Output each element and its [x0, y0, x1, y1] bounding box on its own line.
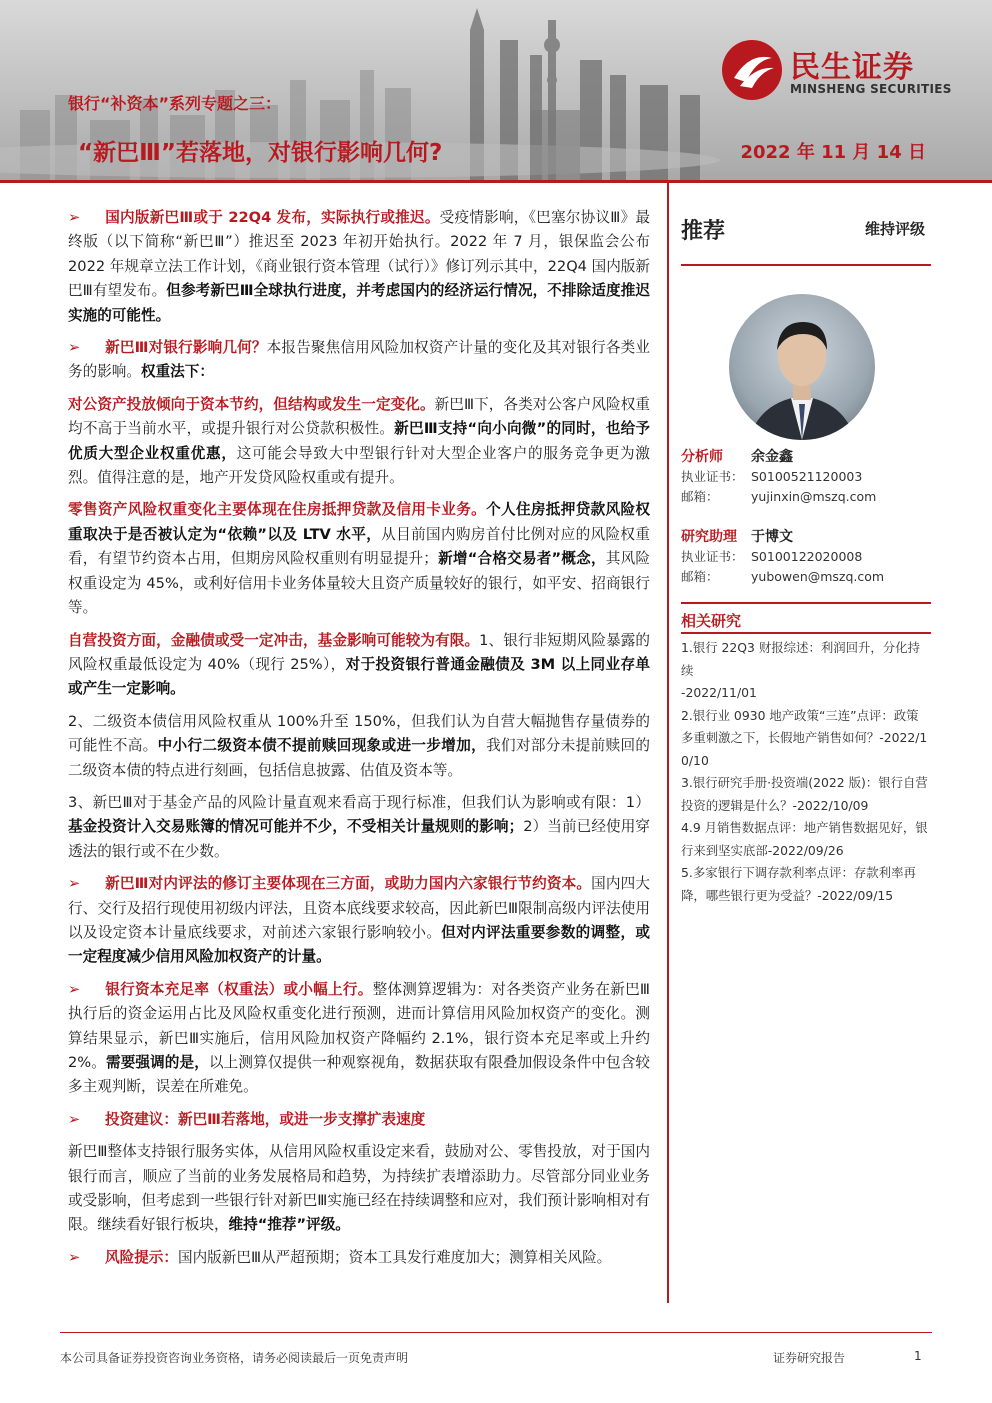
- proprietary-investment-paragraph: 自营投资方面，金融债或受一定冲击，基金影响可能较为有限。1、银行非短期风险暴露的风险权重最低设定为 40%（现行 25%），对于投资银行普通金融债及 3M 以上同业存单或产生一定影响。: [68, 631, 650, 698]
- analyst-email-link[interactable]: yujinxin@mszq.com: [751, 489, 877, 504]
- analyst-2-email-row: 邮箱： yubowen@mszq.com: [681, 569, 885, 584]
- analyst-email-link[interactable]: yubowen@mszq.com: [751, 569, 885, 584]
- analyst-1-name-row: 分析师 余金鑫: [681, 449, 793, 465]
- bullet-arrow-icon: ➢: [68, 209, 81, 226]
- logo-english-name: MINSHENG SECURITIES: [790, 82, 952, 96]
- related-research-item[interactable]: -2022/11/01: [681, 685, 757, 700]
- logo-emblem-icon: [720, 38, 784, 102]
- main-content: [68, 206, 650, 1278]
- header-divider: [0, 180, 992, 183]
- bullet-arrow-icon: ➢: [68, 980, 81, 998]
- bullet-arrow-icon: ➢: [68, 339, 81, 357]
- related-research-item[interactable]: 4.9 月销售数据点评：地产销售数据见好，银: [681, 820, 928, 835]
- sidebar-divider: [681, 264, 931, 266]
- analyst-portrait-image: [729, 294, 875, 440]
- fund-products-paragraph: 3、新巴Ⅲ对于基金产品的风险计量直观来看高于现行标准，但我们认为影响或有限：1）基金投资计入交易账簿的情况可能并不少，不受相关计量规则的影响；2）当前已经使用穿透法的银行或不在少数。: [68, 793, 650, 860]
- related-research-item[interactable]: 0/10: [681, 752, 709, 768]
- related-research-item[interactable]: 3.银行研究手册·投资端(2022 版)：银行自营: [681, 775, 928, 790]
- analyst-2-name-row: 研究助理 于博文: [681, 529, 793, 545]
- retail-assets-paragraph: 零售资产风险权重变化主要体现在住房抵押贷款及信用卡业务。个人住房抵押贷款风险权重取决于是否被认定为“依赖”以及 LTV 水平，从目前国内购房首付比例对应的风险权重看，有望节约资本占用，但期房风险权重则有明显提升；新增“合格交易者”概念，其风险权重设定为 45%，或利好信用卡业务体量较大且资产质量较好的银行，如平安、招商银行等。: [68, 501, 650, 617]
- related-research-item[interactable]: 多重刺激之下，长假地产销售如何？-2022/1: [681, 730, 928, 745]
- column-divider: [667, 183, 669, 1303]
- related-research-item[interactable]: 投资的逻辑是什么？-2022/10/09: [681, 797, 869, 813]
- related-research-item[interactable]: 5.多家银行下调存款利率点评：存款利率再: [681, 865, 916, 880]
- related-research-title: 相关研究: [681, 612, 742, 630]
- page-number: 1: [914, 1349, 922, 1363]
- related-research-item[interactable]: 行来到坚实底部-2022/09/26: [681, 842, 844, 858]
- report-date: 2022 年 11 月 14 日: [740, 142, 926, 163]
- header-banner: [0, 0, 992, 180]
- summary-point-1: ➢ 国内版新巴Ⅲ或于 22Q4 发布，实际执行或推迟。受疫情影响，《巴塞尔协议Ⅲ》最终版（以下简称“新巴Ⅲ”）推迟至 2023 年初开始执行。2022 年 7 月，银保监会公布 2022 年规章立法工作计划，《商业银行资本管理（试行）》修订列示其中，22Q4 国内版新巴Ⅲ有望发布。但参考新巴Ⅲ全球执行进度，并考虑国内的经济运行情况，不排除适度推迟实施的可能性。: [68, 206, 650, 328]
- analyst-name: 余金鑫: [751, 449, 793, 465]
- report-series: 银行“补资本”系列专题之三：: [68, 94, 282, 113]
- related-research-item[interactable]: 2.银行业 0930 地产政策“三连”点评：政策: [681, 707, 919, 723]
- company-logo: [720, 38, 970, 100]
- risk-warning: ➢ 风险提示：国内版新巴Ⅲ从严超预期；资本工具发行难度加大；测算相关风险。: [68, 1246, 650, 1270]
- related-research-item[interactable]: 降，哪些银行更为受益？-2022/09/15: [681, 887, 894, 903]
- sidebar-divider: [681, 632, 931, 634]
- footer-divider: [60, 1332, 932, 1333]
- investment-advice-paragraph: 新巴Ⅲ整体支持银行服务实体，从信用风险权重设定来看，鼓励对公、零售投放，对于国内银行而言，顺应了当前的业务发展格局和趋势，为持续扩表增添助力。尽管部分同业业务或受影响，但考虑到一些银行针对新巴Ⅲ实施已经在持续调整和应对，我们预计影响相对有限。继续看好银行板块，维持“推荐”评级。: [68, 1143, 650, 1234]
- rating-main: 推荐: [681, 219, 726, 244]
- summary-point-capital-ratio: ➢ 银行资本充足率（权重法）或小幅上行。整体测算逻辑为：对各类资产业务在新巴Ⅲ执行后的资金运用占比及风险权重变化进行预测，进而计算信用风险加权资产的变化。测算结果显示，新巴Ⅲ实施后，信用风险加权资产降幅约 2.1%，银行资本充足率或上升约 2%。需要强调的是，以上测算仅提供一种观察视角，数据获取有限叠加假设条件中包含较多主观判断，误差在所难免。: [68, 978, 650, 1100]
- analyst-photo: [729, 294, 875, 440]
- summary-point-irb: ➢ 新巴Ⅲ对内评法的修订主要体现在三方面，或助力国内六家银行节约资本。国内四大行、交行及招行现使用初级内评法，且资本底线要求较高，因此新巴Ⅲ限制高级内评法使用以及设定资本计量底线要求，对前述六家银行影响较小。但对内评法重要参数的调整，或一定程度减少信用风险加权资产的计量。: [68, 872, 650, 970]
- bullet-arrow-icon: ➢: [68, 1248, 81, 1266]
- related-research-item[interactable]: 1.银行 22Q3 财报综述：利润回升，分化持续: [681, 640, 920, 678]
- footer-report-type: 证券研究报告: [773, 1351, 846, 1365]
- tier2-bond-paragraph: 2、二级资本债信用风险权重从 100%升至 150%，但我们认为自营大幅抛售存量债券的可能性不高。中小行二级资本债不提前赎回现象或进一步增加，我们对部分未提前赎回的二级资本债的特点进行刻画，包括信息披露、估值及资本等。: [68, 712, 650, 779]
- summary-point-2: ➢ 新巴Ⅲ对银行影响几何？本报告聚焦信用风险加权资产计量的变化及其对银行各类业务的影响。权重法下：: [68, 336, 650, 385]
- bullet-arrow-icon: ➢: [68, 1110, 81, 1128]
- analyst-1-email-row: 邮箱： yujinxin@mszq.com: [681, 489, 877, 504]
- related-research-list: [681, 637, 931, 907]
- corporate-assets-paragraph: 对公资产投放倾向于资本节约，但结构或发生一定变化。新巴Ⅲ下，各类对公客户风险权重均不高于当前水平，或提升银行对公贷款积极性。新巴Ⅲ支持“向小向微”的同时，也给予优质大型企业权重优惠，这可能会导致大中型银行针对大型企业客户的服务竞争更为激烈。值得注意的是，地产开发贷风险权重或有提升。: [68, 395, 650, 487]
- analyst-1-cert-row: 执业证书： S0100521120003: [681, 469, 863, 484]
- rating-sub: 维持评级: [864, 220, 925, 238]
- footer-disclaimer: 本公司具备证券投资咨询业务资格，请务必阅读最后一页免责声明: [60, 1351, 409, 1365]
- analyst-2-cert-row: 执业证书： S0100122020008: [681, 549, 863, 564]
- logo-name: 民生证券: [790, 50, 914, 85]
- analyst-name: 于博文: [751, 529, 793, 545]
- sidebar-divider: [681, 602, 931, 604]
- bullet-arrow-icon: ➢: [68, 875, 81, 893]
- investment-advice-heading: ➢ 投资建议：新巴Ⅲ若落地，或进一步支撑扩表速度: [68, 1108, 650, 1132]
- report-title: “新巴Ⅲ”若落地，对银行影响几何?: [78, 140, 443, 166]
